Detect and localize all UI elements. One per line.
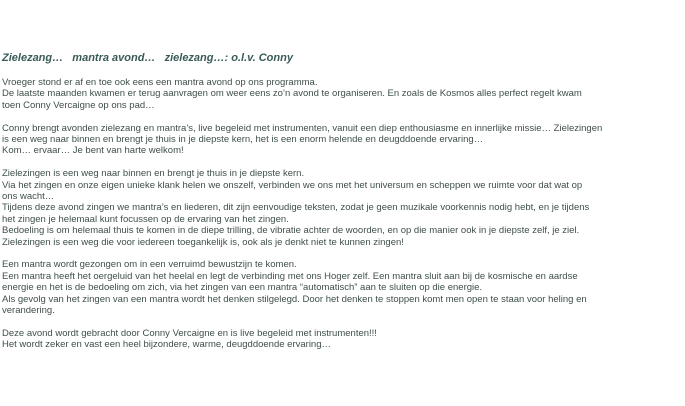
paragraph-line: Een mantra wordt gezongen om in een verruimd bewustzijn te komen. — [2, 259, 297, 271]
paragraph-intro — [2, 77, 678, 111]
paragraph-zielezingen — [2, 168, 678, 248]
page-title: Zielezang… mantra avond… zielezang…: o.l.v. Conny — [2, 52, 293, 64]
paragraph-line: is een weg naar binnen en brengt je thuis in je diepste kern, het is een enorm helende en deugddoende ervaring… — [2, 134, 484, 146]
paragraph-line: Vroeger stond er af en toe ook eens een mantra avond op ons programma. — [2, 77, 318, 88]
paragraph-line: De laatste maanden kwamen er terug aanvragen om weer eens zo’n avond te organiseren. En zoals de Kosmos alles perfect regelt kwam — [2, 88, 582, 100]
paragraph-line: het zingen je helemaal kunt focussen op de ervaring van het zingen. — [2, 213, 289, 225]
paragraph-line: Een mantra heeft het oergeluid van het heelal en legt de verbinding met ons Hoger zelf. Een mantra sluit aan bij de kosmische en aardse — [2, 270, 578, 282]
paragraph-line: energie en het is de bedoeling om zich, via het zingen van een mantra “automatisch” aan te sluiten op die energie. — [2, 282, 483, 294]
paragraph-line: toen Conny Vercaigne op ons pad… — [2, 99, 155, 111]
paragraph-line: Bedoeling is om helemaal thuis te komen in de diepe trilling, de vibratie achter de woorden, en op die manier ook in je diepste zelf, je ziel. — [2, 225, 580, 237]
paragraph-line: Conny brengt avonden zielezang en mantra’s, live begeleid met instrumenten, vanuit een diep enthousiasme en innerlijke missie… Zielezingen — [2, 122, 603, 134]
paragraph-line: Via het zingen en onze eigen unieke klank helen we onszelf, verbinden we ons met het universum en scheppen we ruimte voor dat wat op — [2, 179, 583, 191]
paragraph-line: ons wacht… — [2, 191, 55, 203]
paragraph-line: Zielezingen is een weg die voor iedereen toegankelijk is, ook als je denkt niet te kunnen zingen! — [2, 236, 404, 248]
paragraph-line: Kom… ervaar… Je bent van harte welkom! — [2, 145, 184, 157]
paragraph-mantra — [2, 259, 678, 316]
paragraph-conny — [2, 123, 678, 157]
paragraph-closing — [2, 328, 678, 351]
paragraph-line: Tijdens deze avond zingen we mantra’s en liederen, dit zijn eenvoudige teksten, zodat je geen muzikale voorkennis nodig hebt, en je tijdens — [2, 202, 590, 214]
paragraph-line: Zielezingen is een weg naar binnen en brengt je thuis in je diepste kern. — [2, 168, 305, 180]
paragraph-line: verandering. — [2, 305, 55, 317]
paragraph-line: Het wordt zeker en vast een heel bijzondere, warme, deugddoende ervaring… — [2, 339, 331, 351]
paragraph-line: Als gevolg van het zingen van een mantra wordt het denken stilgelegd. Door het denken te stoppen komt men open te staan voor heling en — [2, 293, 587, 305]
content-body — [2, 77, 678, 362]
paragraph-line: Deze avond wordt gebracht door Conny Vercaigne en is live begeleid met instrumenten!!! — [2, 327, 377, 339]
